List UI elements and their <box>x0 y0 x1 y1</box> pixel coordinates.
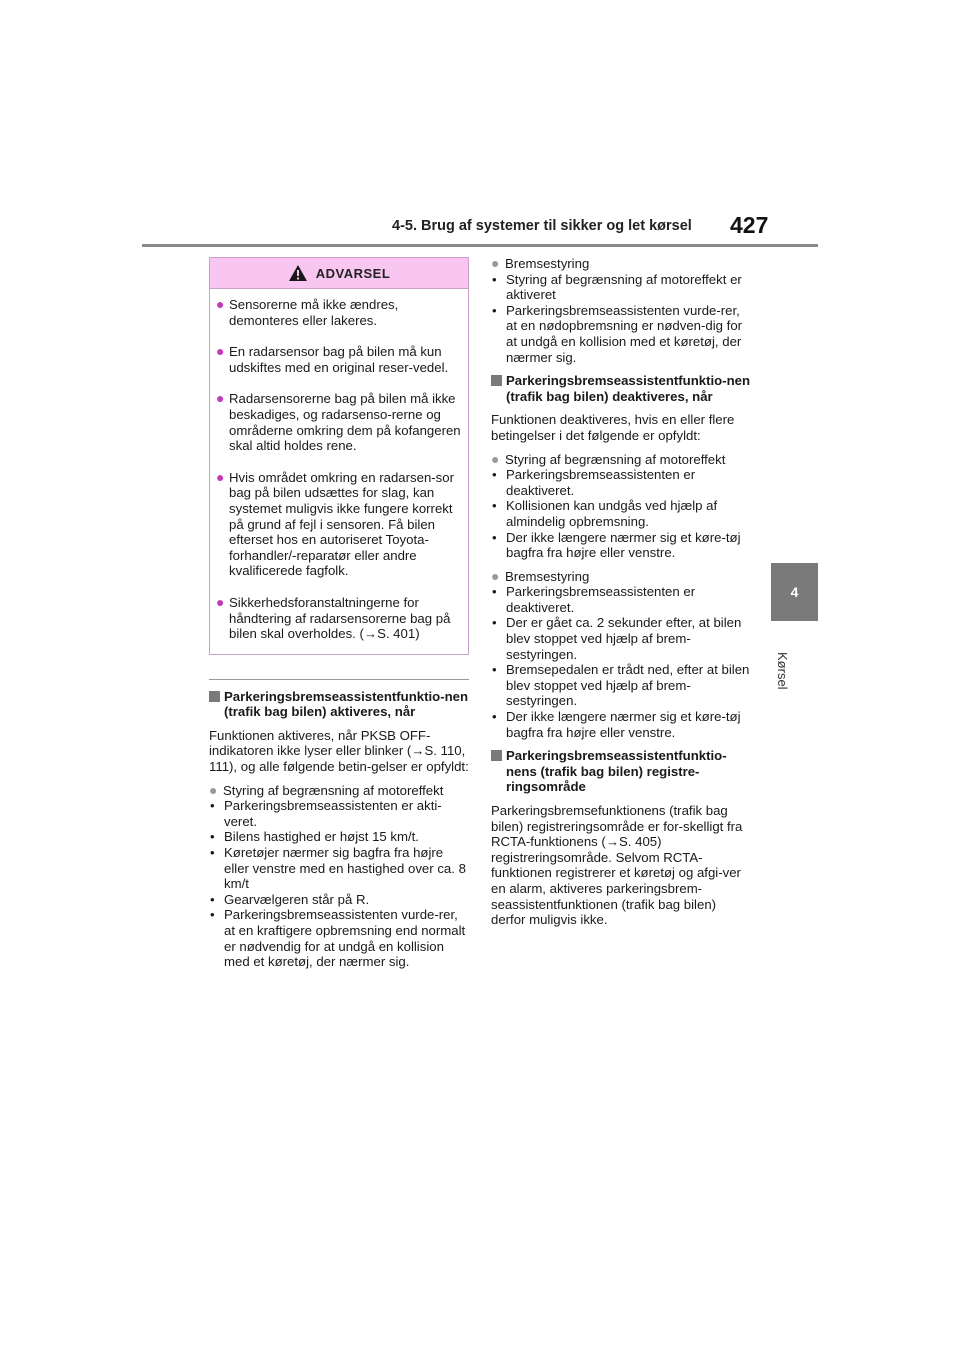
left-column <box>209 257 469 978</box>
section-heading: Parkeringsbremseassistentfunktio-nen (trafik bag bilen) deaktiveres, når <box>491 373 753 404</box>
page-number: 427 <box>730 212 769 238</box>
list-item: • Styring af begrænsning af motoreffekt er aktiveret <box>492 271 742 303</box>
bullet-dot-icon: ● <box>216 343 225 360</box>
list-item: • Kollisionen kan undgås ved hjælp af almindelig opbremsning. <box>492 498 718 529</box>
warning-item: ● Sikkerhedsforanstaltningerne for håndtering af radarsensorerne bag på bilen skal overholdes. (→S. 401) <box>216 593 451 642</box>
bullet-dot-icon: ● <box>216 593 225 610</box>
list-item: • Bilens hastighed er højst 15 km/t. <box>210 829 419 845</box>
warning-item: ● En radarsensor bag på bilen må kun udskiftes med en original reser-vedel. <box>216 343 449 375</box>
list-item: • Parkeringsbremseassistenten vurde-rer, at en kraftigere opbremsning end normalt er nødvendig for at undgå en kollision med et køretøj, der nærmer sig. <box>210 907 466 970</box>
warning-header <box>210 258 468 289</box>
list-item: • Køretøjer nærmer sig bagfra fra højre eller venstre med en hastighed over ca. 8 km/t <box>210 845 466 892</box>
square-bullet-icon <box>491 375 502 386</box>
bullet-dot-icon: ● <box>491 255 500 271</box>
condition-group: ● Styring af begrænsning af motoreffekt • Parkeringsbremseassistenten er akti-veret. • Bilens hastighed er højst 15 km/t. • Køretøjer nærmer sig bagfra fra højre eller venstre med en hastighed over ca. 8 km/t • Gearvælgeren står på R. • Parkeringsbremseassistenten vurde-rer, at en kraftigere opbremsning end normalt er nødvendig for at undgå en kollision med et køretøj, der nærmer sig. <box>209 783 469 970</box>
bullet-dot-icon: ● <box>216 296 225 312</box>
list-item: • Der er gået ca. 2 sekunder efter, at bilen blev stoppet ved hjælp af brem-sestyringen. <box>492 615 742 662</box>
warning-item: ● Radarsensorerne bag på bilen må ikke beskadiges, og radarsenso-rerne og områderne omkring dem på kofangeren skal altid holdes rene. <box>216 390 461 454</box>
list-item: • Gearvælgeren står på R. <box>210 891 370 907</box>
section-heading: Parkeringsbremseassistentfunktio-nen (trafik bag bilen) aktiveres, når <box>209 689 469 720</box>
chapter-number: 4 <box>790 584 799 600</box>
list-item: • Der ikke længere nærmer sig et køre-tøj bagfra fra højre eller venstre. <box>492 529 741 561</box>
bullet-dot-icon: ● <box>491 450 500 467</box>
bullet-dot-icon: ● <box>209 781 218 798</box>
condition-group: ● Styring af begrænsning af motoreffekt • Parkeringsbremseassistenten er deaktiveret. • Kollisionen kan undgås ved hjælp af almindelig opbremsning. • Der ikke længere nærmer sig et køre-tøj bagfra fra højre eller venstre. <box>491 452 753 561</box>
square-bullet-icon <box>209 691 220 702</box>
header-divider <box>142 244 818 247</box>
list-item: • Parkeringsbremseassistenten er akti-veret. <box>210 798 442 829</box>
square-bullet-icon <box>491 750 502 761</box>
intro-paragraph: Funktionen deaktiveres, hvis en eller flere betingelser i det følgende er opfyldt: <box>491 412 735 443</box>
list-item: • Bremsepedalen er trådt ned, efter at bilen blev stoppet ved hjælp af brem-sestyringen. <box>492 662 750 709</box>
list-item: • Parkeringsbremseassistenten vurde-rer, at en nødopbremsning er nødven-dig for at undgå en kollision med et køretøj, der nærmer sig. <box>492 302 743 365</box>
section-divider <box>209 679 469 680</box>
warning-item: ● Sensorerne må ikke ændres, demonteres eller lakeres. <box>216 296 399 328</box>
warning-body <box>210 289 468 654</box>
condition-group: ● Bremsestyring • Styring af begrænsning af motoreffekt er aktiveret • Parkeringsbremseassistenten vurde-rer, at en nødopbremsning er nødven-dig for at undgå en kollision med et køretøj, der nærmer sig. <box>491 256 753 365</box>
warning-triangle-icon <box>288 264 308 282</box>
bullet-dot-icon: ● <box>491 567 500 584</box>
warning-title: ADVARSEL <box>315 265 391 281</box>
list-item: • Parkeringsbremseassistenten er deaktiveret. <box>492 584 696 615</box>
condition-group: ● Bremsestyring • Parkeringsbremseassistenten er deaktiveret. • Der er gået ca. 2 sekunder efter, at bilen blev stoppet ved hjælp af brem-sestyringen. • Bremsepedalen er trådt ned, efter at bilen blev stoppet ved hjælp af brem-sestyringen. • Der ikke længere nærmer sig et køre-tøj bagfra fra højre eller venstre. <box>491 569 753 741</box>
bullet-dot-icon: ● <box>216 468 225 485</box>
intro-paragraph: Funktionen aktiveres, når PKSB OFF-indikatoren ikke lyser eller blinker (→S. 110, 111), og alle følgende betin-gelser er opfyldt: <box>209 727 469 775</box>
section-title: 4-5. Brug af systemer til sikker og let kørsel <box>392 218 692 234</box>
chapter-tab[interactable] <box>771 563 818 621</box>
list-item: • Der ikke længere nærmer sig et køre-tøj bagfra fra højre eller venstre. <box>492 709 741 740</box>
bullet-dot-icon: ● <box>216 390 225 407</box>
list-item: • Parkeringsbremseassistenten er deaktiveret. <box>492 467 696 498</box>
right-column <box>491 256 753 936</box>
warning-box <box>209 257 469 655</box>
section-heading: Parkeringsbremseassistentfunktio-nens (trafik bag bilen) registre-ringsområde <box>491 748 753 795</box>
body-paragraph: Parkeringsbremsefunktionens (trafik bag bilen) registreringsområde er for-skelligt fra RCTA-funktionens (→S. 405) registreringsområde. Selvom RCTA-funktionen registrerer et køretøj og afgi-ver en alarm, aktiveres parkeringsbrem-seassistentfunktionen (trafik bag bilen) derfor muligvis ikke. <box>491 803 743 928</box>
chapter-label: Kørsel <box>775 652 790 690</box>
warning-item: ● Hvis området omkring en radarsen-sor bag på bilen udsættes for slag, kan systemet muligvis ikke fungere korrekt på grund af fejl i sensoren. Få bilen efterset hos en autoriseret Toyota-forhandler/-reparatør eller andre kvalificerede fagfolk. <box>216 468 455 579</box>
